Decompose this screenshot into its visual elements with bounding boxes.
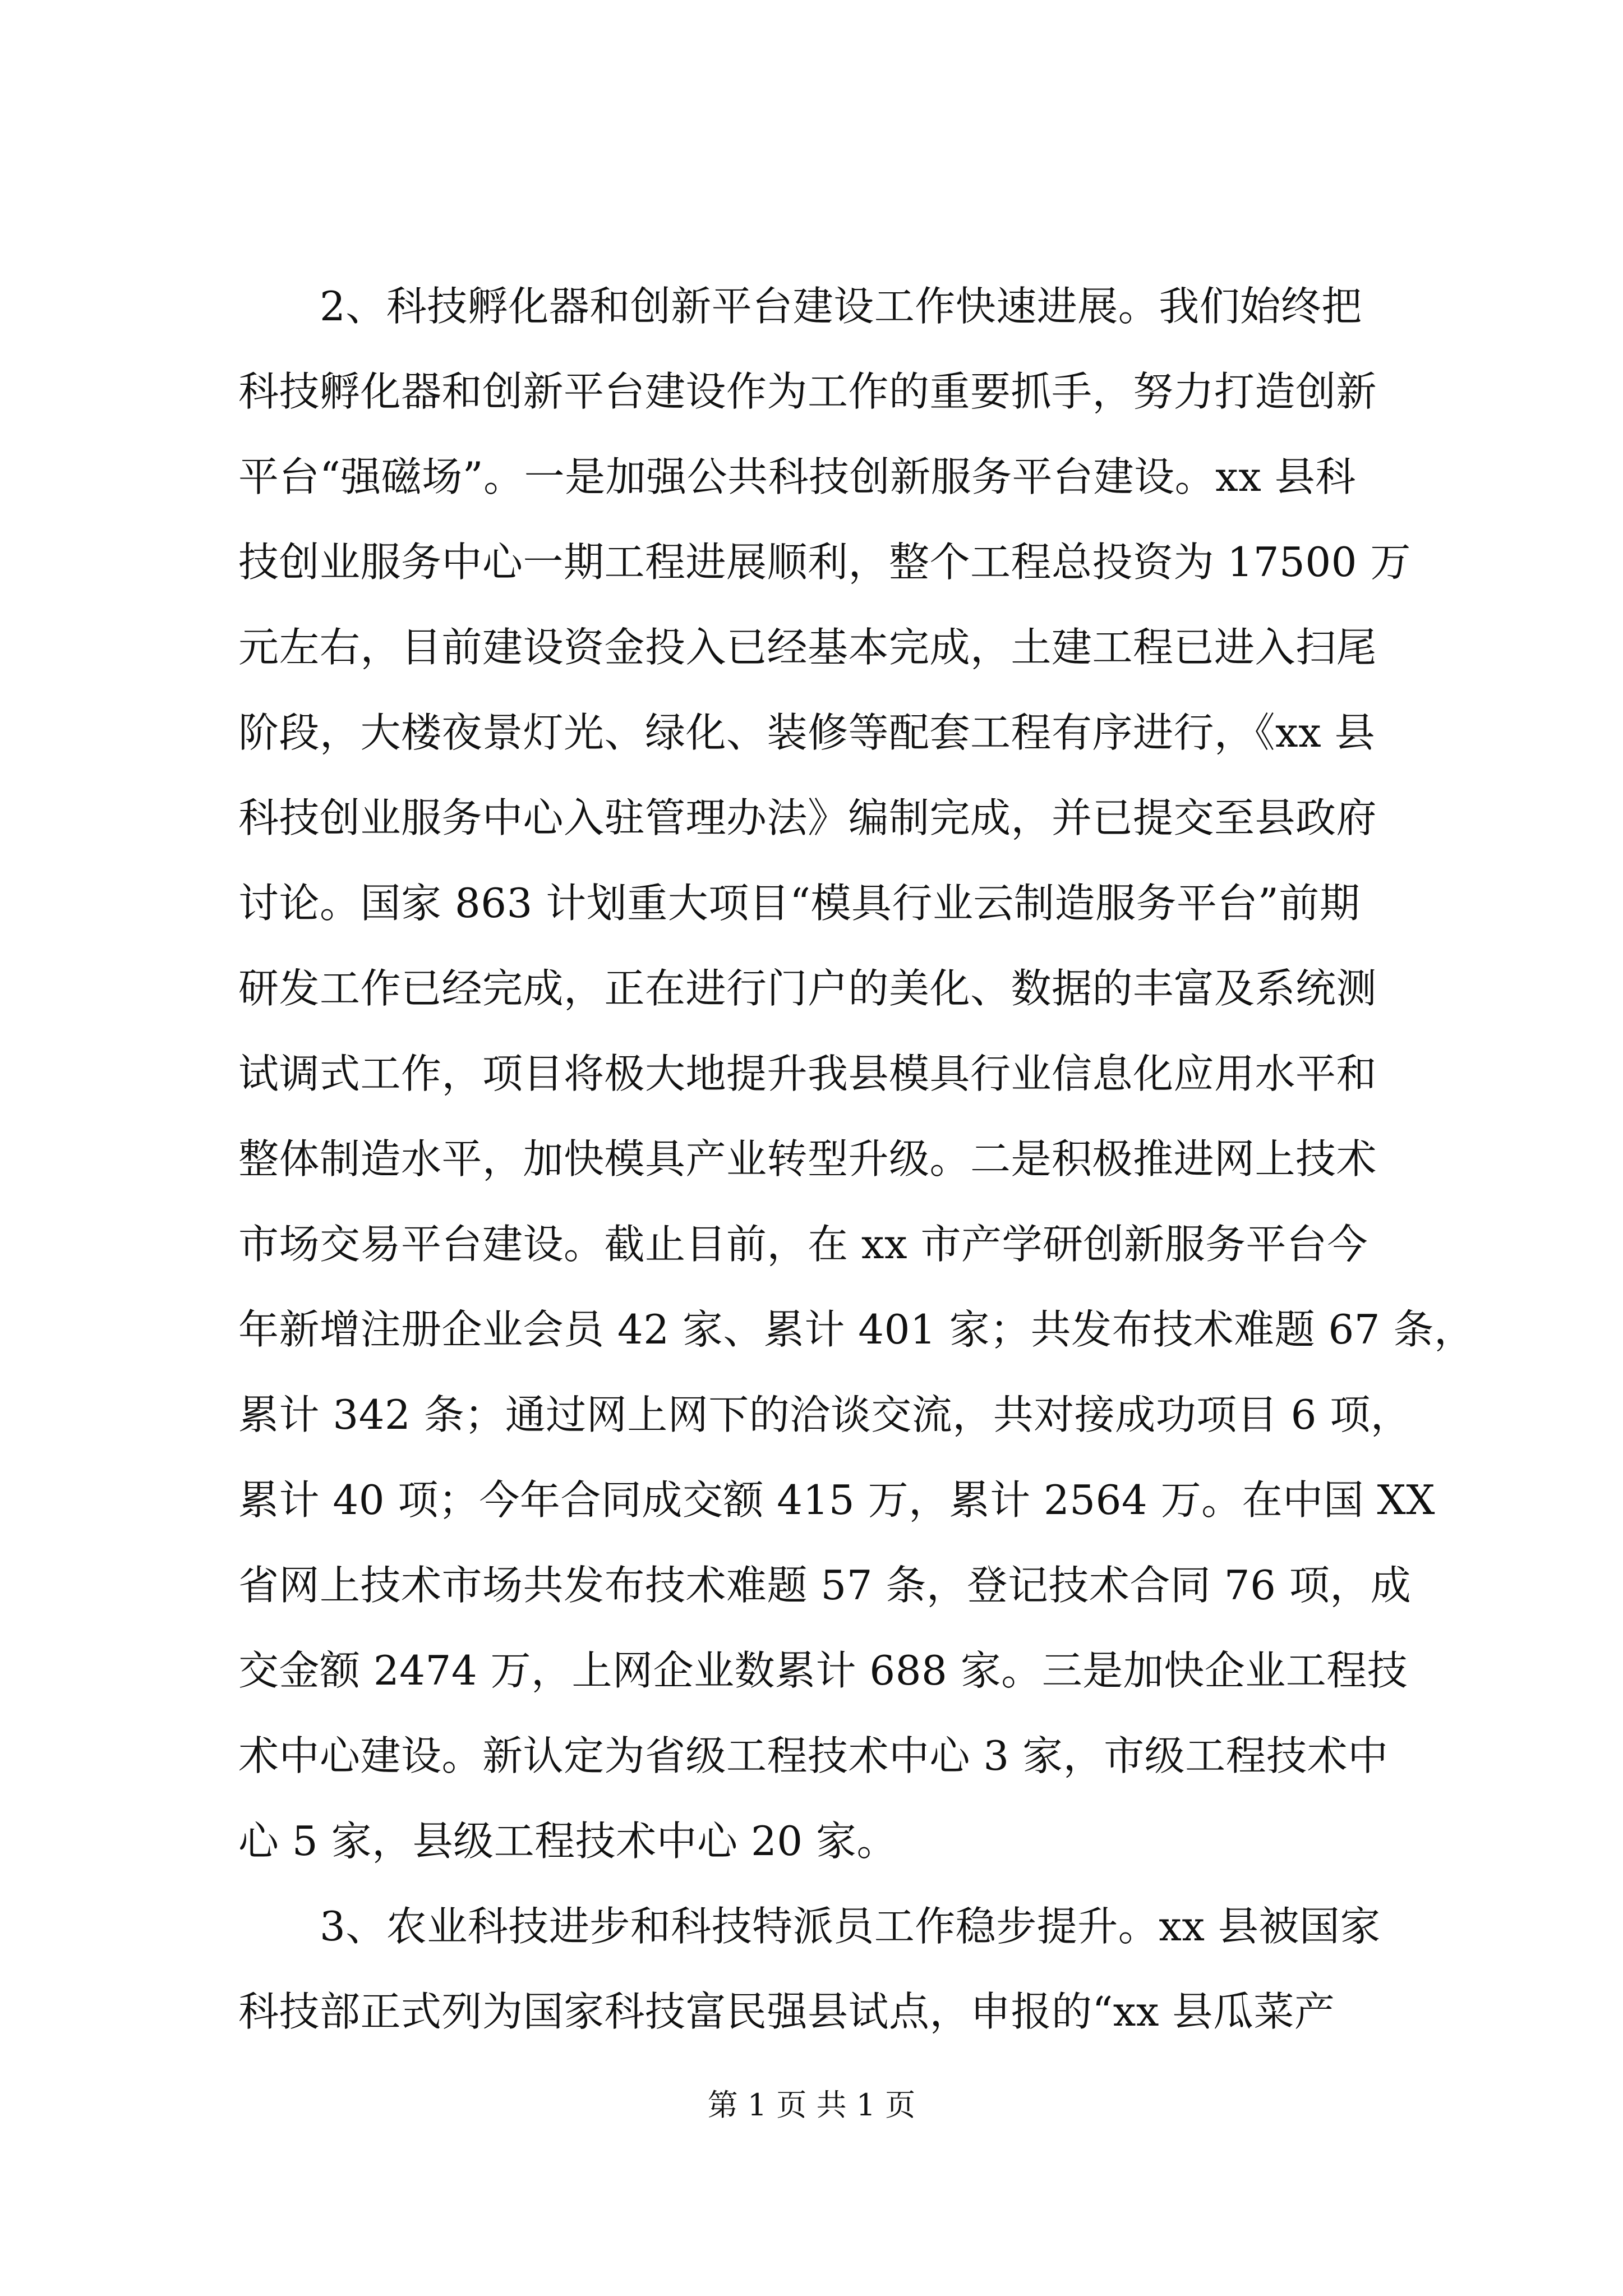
page-footer — [0, 2086, 1623, 2125]
text-line: 平台“强磁场”。一是加强公共科技创新服务平台建设。xx 县科 — [238, 453, 1356, 500]
text-line: 累计 342 条；通过网上网下的洽谈交流，共对接成功项目 6 项， — [238, 1391, 1412, 1438]
text-line: 市场交易平台建设。截止目前，在 xx 市产学研创新服务平台今 — [238, 1221, 1368, 1268]
text-line: 心 5 家，县级工程技术中心 20 家。 — [238, 1818, 897, 1865]
text-line: 科技部正式列为国家科技富民强县试点，申报的“xx 县瓜菜产 — [238, 1988, 1335, 2035]
text-line: 研发工作已经完成，正在进行门户的美化、数据的丰富及系统测 — [238, 965, 1377, 1012]
text-line: 2、科技孵化器和创新平台建设工作快速进展。我们始终把 — [238, 283, 1362, 330]
text-line: 科技孵化器和创新平台建设作为工作的重要抓手，努力打造创新 — [238, 368, 1377, 415]
text-line: 交金额 2474 万，上网企业数累计 688 家。三是加快企业工程技 — [238, 1647, 1408, 1694]
text-line: 试调式工作，项目将极大地提升我县模具行业信息化应用水平和 — [238, 1050, 1377, 1097]
text-line: 省网上技术市场共发布技术难题 57 条，登记技术合同 76 项，成 — [238, 1562, 1412, 1609]
text-line: 阶段，大楼夜景灯光、绿化、装修等配套工程有序进行，《xx 县 — [238, 709, 1376, 756]
text-line: 累计 40 项；今年合同成交额 415 万，累计 2564 万。在中国 XX — [238, 1476, 1436, 1524]
text-line: 术中心建设。新认定为省级工程技术中心 3 家，市级工程技术中 — [238, 1732, 1389, 1779]
text-line: 年新增注册企业会员 42 家、累计 401 家；共发布技术难题 67 条， — [238, 1306, 1475, 1353]
text-line: 元左右，目前建设资金投入已经基本完成，土建工程已进入扫尾 — [238, 624, 1377, 671]
text-line: 科技创业服务中心入驻管理办法》编制完成，并已提交至县政府 — [238, 794, 1377, 841]
text-line: 3、农业科技进步和科技特派员工作稳步提升。xx 县被国家 — [238, 1903, 1381, 1950]
text-line: 讨论。国家 863 计划重大项目“模具行业云制造服务平台”前期 — [238, 880, 1361, 927]
body-text — [238, 264, 1475, 2054]
text-line: 技创业服务中心一期工程进展顺利，整个工程总投资为 17500 万 — [238, 539, 1411, 586]
page-number: 第 1 页 共 1 页 — [707, 2087, 916, 2123]
text-line: 整体制造水平，加快模具产业转型升级。二是积极推进网上技术 — [238, 1135, 1377, 1182]
